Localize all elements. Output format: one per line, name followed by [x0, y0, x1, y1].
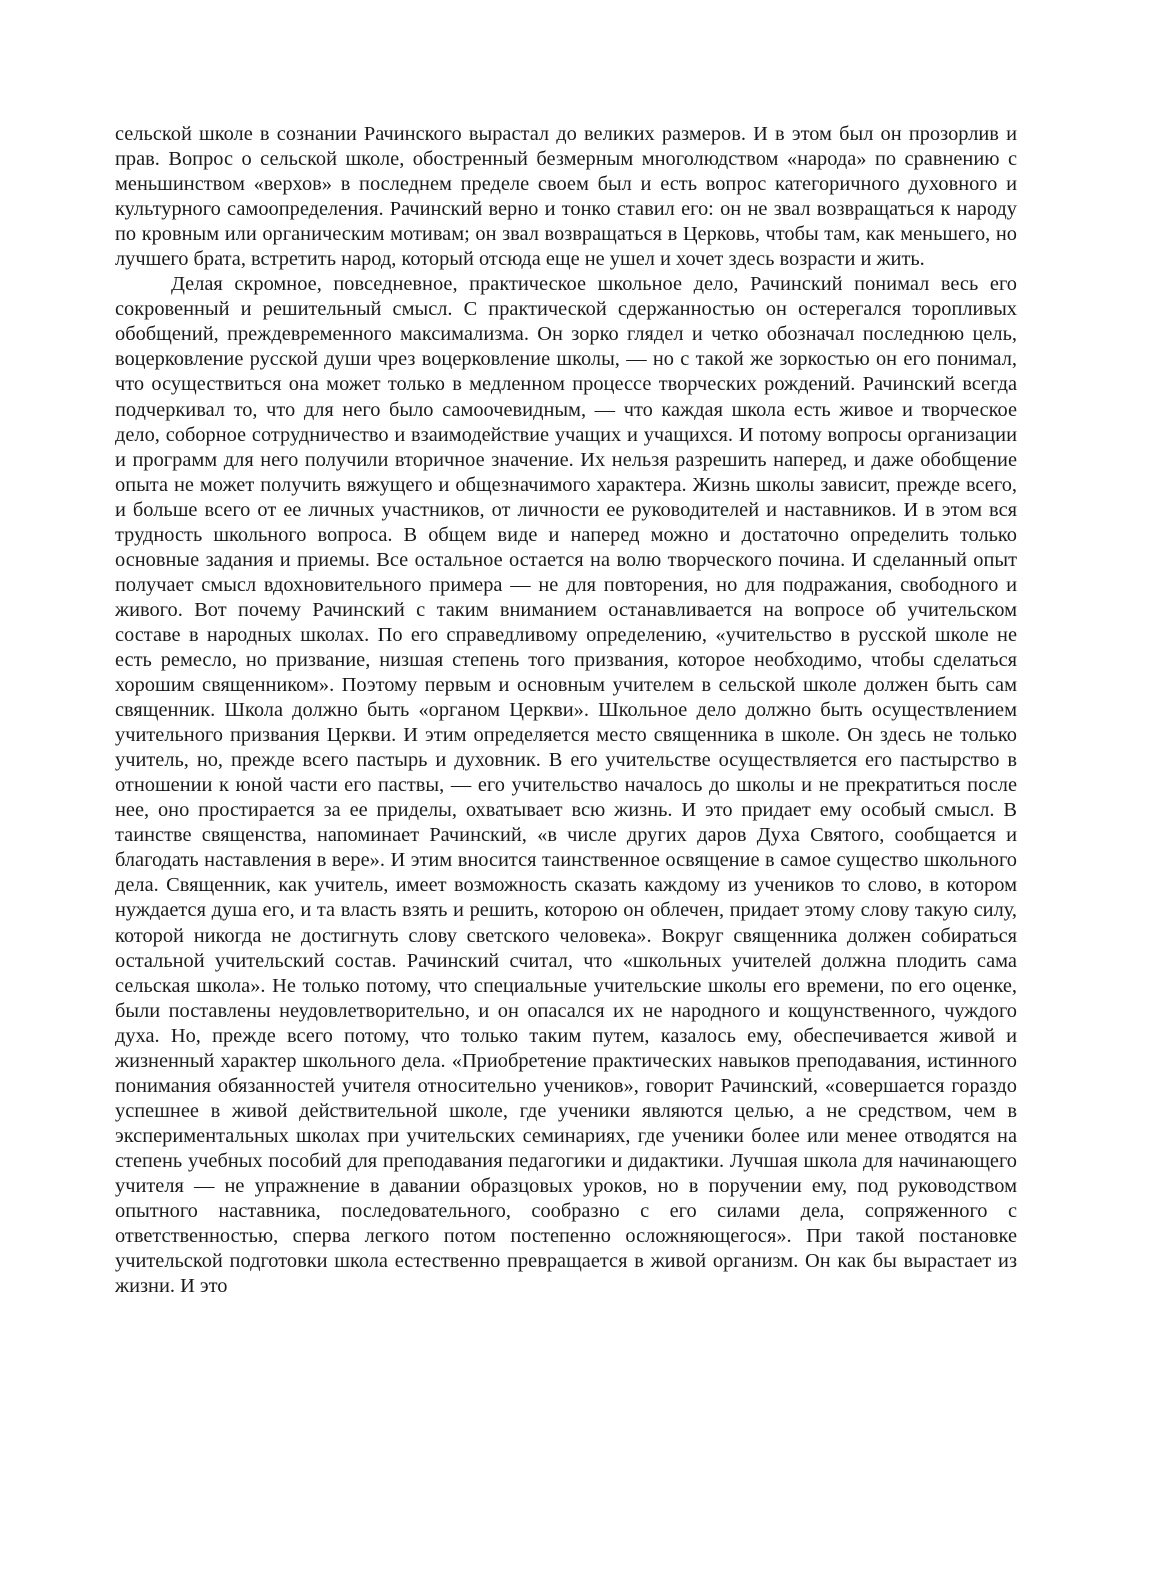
paragraph-2: Делая скромное, повседневное, практическое школьное дело, Рачинский понимал весь его сокровенный и решительный смысл. С практической сдержанностью он остерегался торопливых обобщений, преждевременного максимализма. Он зорко глядел и четко обозначал последнюю цель, воцерковление русской души чрез воцерковление школы, — но с такой же зоркостью он его понимал, что осуществиться она может только в медленном процессе творческих рождений. Рачинский всегда подчеркивал то, что для него было самоочевидным, — что каждая школа есть живое и творческое дело, соборное сотрудничество и взаимодействие учащих и учащихся. И потому вопросы организации и программ для него получили вторичное значение. Их нельзя разрешить наперед, и даже обобщение опыта не может получить вяжущего и общезначимого характера. Жизнь школы зависит, прежде всего, и больше всего от ее личных участников, от личности ее руководителей и наставников. И в этом вся трудность школьного вопроса. В общем виде и наперед можно и достаточно определить только основные задания и приемы. Все остальное остается на волю творческого почина. И сделанный опыт получает смысл вдохновительного примера — не для повторения, но для подражания, свободного и живого. Вот почему Рачинский с таким вниманием останавливается на вопросе об учительском составе в народных школах. По его справедливому определению, «учительство в русской школе не есть ремесло, но призвание, низшая степень того призвания, которое необходимо, чтобы сделаться хорошим священником». Поэтому первым и основным учителем в сельской школе должен быть сам священник. Школа должно быть «органом Церкви». Школьное дело должно быть осуществлением учительного призвания Церкви. И этим определяется место священника в школе. Он здесь не только учитель, но, прежде всего пастырь и духовник. В его учительстве осуществляется его пастырство в отношении к юной части его паствы, — его учительство началось до школы и не прекратиться после нее, оно простирается за ее приделы, охватывает всю жизнь. И это придает ему особый смысл. В таинстве священства, напоминает Рачинский, «в числе других даров Духа Святого, сообщается и благодать наставления в вере». И этим вносится таинственное освящение в самое существо школьного дела. Священник, как учитель, имеет возможность сказать каждому из учеников то слово, в котором нуждается душа его, и та власть взять и решить, которою он облечен, придает этому слову такую силу, которой никогда не достигнуть слову светского человека». Вокруг священника должен собираться остальной учительский состав. Рачинский считал, что «школьных учителей должна плодить сама сельская школа». Не только потому, что специальные учительские школы его времени, по его оценке, были поставлены неудовлетворительно, и он опасался их не народного и кощунственного, чуждого духа. Но, прежде всего потому, что только таким путем, казалось ему, обеспечивается живой и жизненный характер школьного дела. «Приобретение практических навыков преподавания, истинного понимания обязанностей учителя относительно учеников», говорит Рачинский, «совершается гораздо успешнее в живой действительной школе, где ученики являются целью, а не средством, чем в экспериментальных школах при учительских семинариях, где ученики более или менее отводятся на степень учебных пособий для преподавания педагогики и дидактики. Лучшая школа для начинающего учителя — не упражнение в давании образцовых уроков, но в поручении ему, под руководством опытного наставника, последовательного, сообразно с его силами дела, сопряженного с ответственностью, сперва легкого потом постепенно осложняющегося». При такой постановке учительской подготовки школа естественно превращается в живой организм. Он как бы вырастает из жизни. И это [115, 273, 1017, 1298]
paragraph-1: сельской школе в сознании Рачинского вырастал до великих размеров. И в этом был он прозорлив и прав. Вопрос о сельской школе, обостренный безмерным многолюдством «народа» по сравнению с меньшинством «верхов» в последнем пределе своем был и есть вопрос категоричного духовного и культурного самоопределения. Рачинский верно и тонко ставил его: он не звал возвращаться к народу по кровным или органическим мотивам; он звал возвращаться в Церковь, чтобы там, как меньшего, но лучшего брата, встретить народ, который отсюда еще не ушел и хочет здесь возрасти и жить. [115, 123, 1017, 271]
page-text [115, 122, 1017, 1299]
